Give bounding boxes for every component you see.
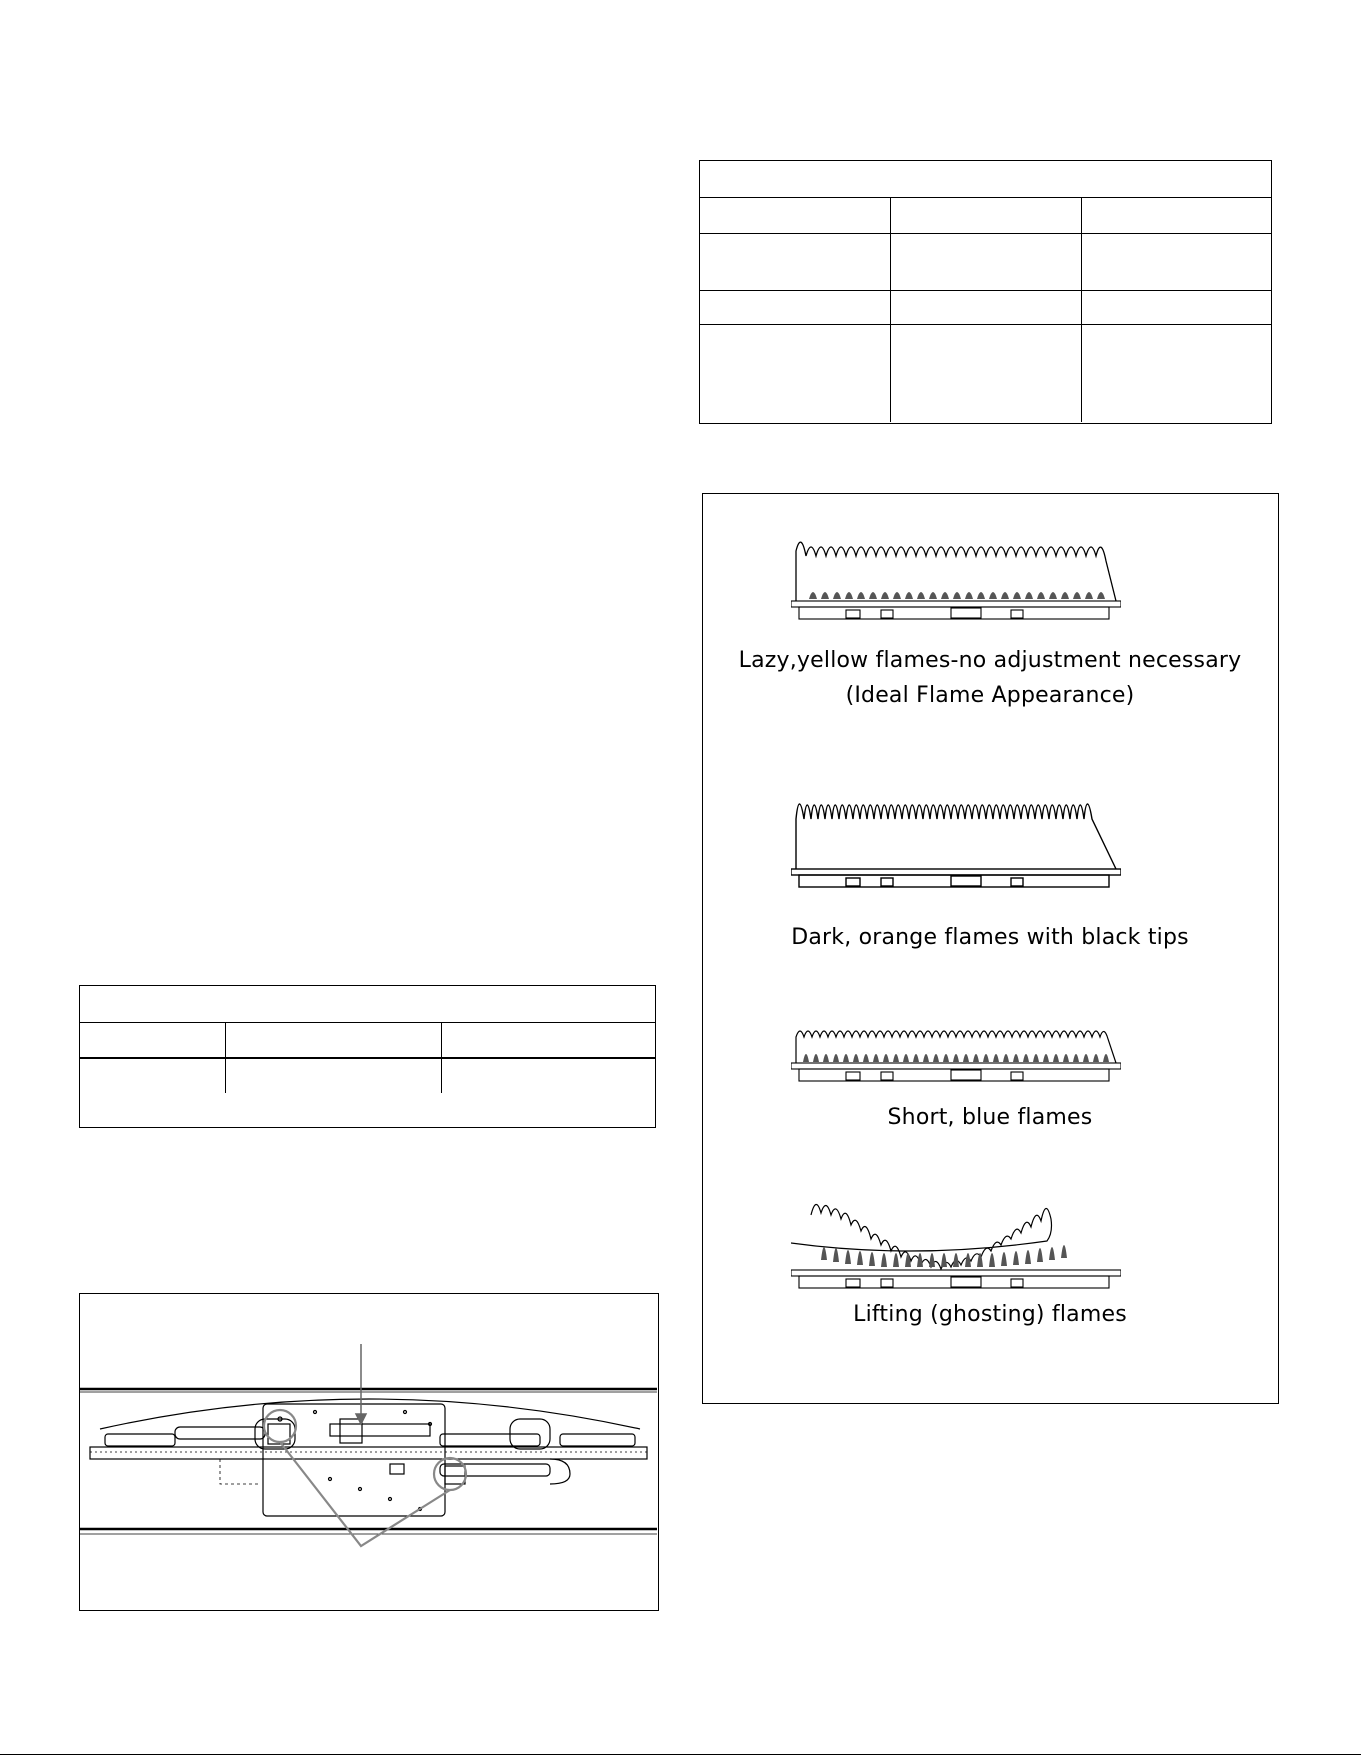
gas-pressure-table: [79, 985, 656, 1128]
flame-caption-1: Lazy,yellow flames-no adjustment necessary: [738, 648, 1242, 673]
callout-arrow-icon: [356, 1344, 366, 1424]
burner-assembly-icon: [80, 1294, 657, 1609]
flame-icon: [791, 1025, 1121, 1085]
flame-caption-4: Lifting (ghosting) flames: [853, 1302, 1127, 1327]
flame-caption-3: Short, blue flames: [887, 1105, 1093, 1130]
flame-icon: [791, 1190, 1121, 1290]
burner-assembly-figure: [79, 1293, 659, 1611]
flame-caption-1b: (Ideal Flame Appearance): [845, 683, 1135, 708]
flame-caption-2: Dark, orange flames with black tips: [791, 925, 1189, 950]
page-bottom-rule: [0, 1754, 1361, 1755]
air-shutter-table: [699, 160, 1272, 424]
flame-icon: [791, 536, 1121, 621]
flame-appearance-panel: [702, 493, 1279, 1404]
flame-icon: [791, 789, 1121, 899]
